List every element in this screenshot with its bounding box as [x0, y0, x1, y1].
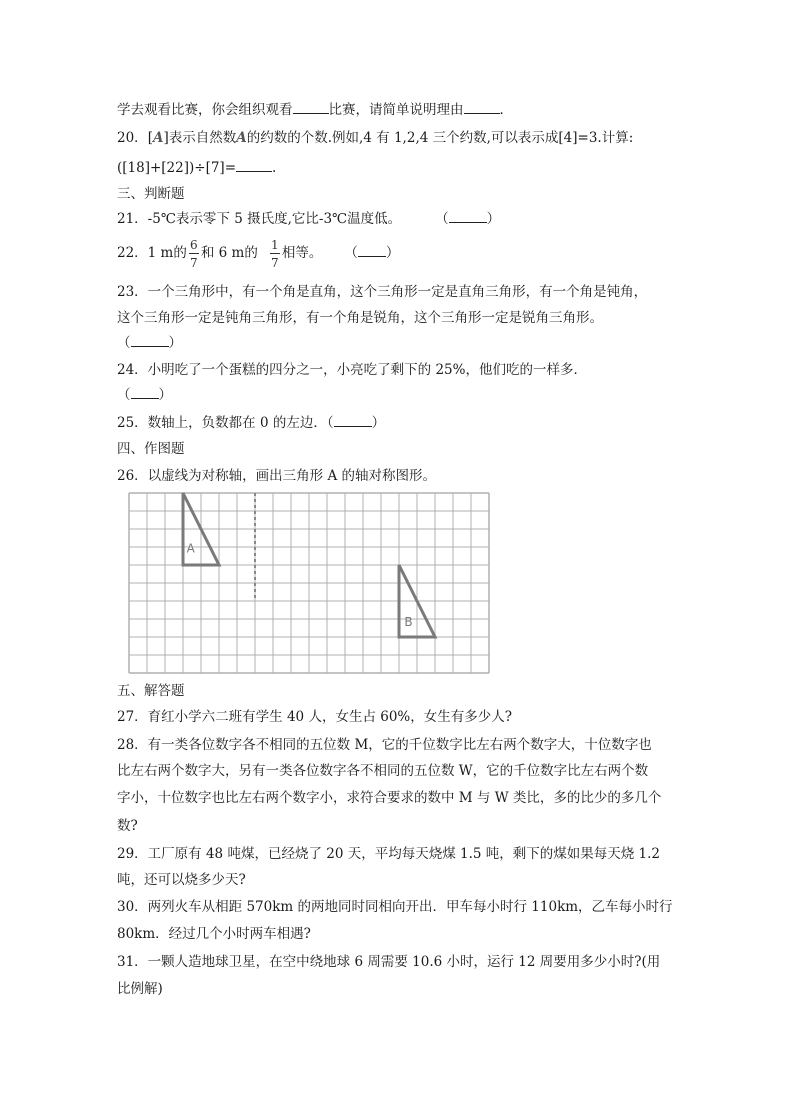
question-24: 24．小明吃了一个蛋糕的四分之一，小亮吃了剩下的 25%，他们吃的一样多．	[117, 362, 587, 378]
fraction-six-sevenths	[188, 239, 200, 269]
paren: ）	[486, 211, 501, 227]
question-28-cont: 数?	[117, 818, 138, 834]
answer-blank[interactable]	[334, 414, 372, 427]
variable-a-glyph: A	[236, 130, 247, 146]
paren: （	[326, 415, 334, 431]
answer-blank[interactable]	[449, 210, 487, 223]
question-20	[117, 129, 633, 147]
paren: （	[117, 335, 131, 351]
numerator: 6	[190, 237, 198, 252]
answer-blank[interactable]	[131, 386, 159, 399]
answer-blank[interactable]	[293, 101, 329, 114]
fraction-one-seventh	[269, 239, 281, 269]
paren: ）	[385, 245, 400, 261]
denominator: 7	[190, 255, 198, 270]
text: 学去观看比赛，你会组织观看	[117, 102, 293, 118]
question-30-cont: 80km．经过几个小时两车相遇?	[117, 926, 311, 942]
text: 的约数的个数.例如,4 有 1,2,4 三个约数,可以表示成[4]=3.计算:	[246, 130, 634, 146]
text: 和 6 m的	[200, 245, 258, 261]
text: ．	[499, 102, 513, 118]
text: ([18]+[22])÷[7]=	[117, 160, 237, 176]
answer-blank[interactable]	[236, 159, 272, 172]
text: 21．-5℃表示零下 5 摄氏度,它比-3℃温度低。	[117, 211, 402, 227]
answer-blank[interactable]	[464, 101, 500, 114]
question-21	[117, 210, 500, 228]
text-line	[117, 101, 513, 119]
question-20-expression	[117, 159, 276, 177]
text: 25．数轴上，负数都在 0 的左边．	[117, 415, 327, 431]
text: 相等。	[281, 245, 323, 261]
section-heading: 五、解答题	[117, 683, 185, 699]
question-number: 20．	[117, 130, 148, 146]
paren: （	[117, 387, 131, 403]
text: .	[272, 160, 277, 176]
question-28-cont: 字小，十位数字也比左右两个数字小，求符合要求的数中 M 与 W 类比，多的比少的多几个	[117, 790, 662, 806]
question-29: 29．工厂原有 48 吨煤，已经烧了 20 天，平均每天烧煤 1.5 吨，剩下的煤如果每天烧 1.2	[117, 846, 661, 862]
symmetry-grid-figure[interactable]	[128, 492, 490, 674]
text: 22．1 m的	[117, 245, 187, 261]
paren: （	[344, 245, 358, 261]
answer-blank[interactable]	[131, 334, 169, 347]
paren: （	[435, 211, 449, 227]
paren: ）	[168, 335, 182, 351]
variable-a-glyph: A	[152, 130, 164, 146]
question-26: 26．以虚线为对称轴，画出三角形 A 的轴对称图形。	[117, 468, 437, 484]
denominator: 7	[271, 255, 279, 270]
text: [	[147, 130, 153, 146]
question-23-cont: 这个三角形一定是钝角三角形，有一个角是锐角，这个三角形一定是锐角三角形。	[117, 310, 603, 326]
paren: ）	[158, 387, 172, 403]
question-22	[117, 238, 399, 269]
question-25	[117, 414, 385, 432]
triangle-a-label: A	[186, 541, 195, 556]
text: 比赛，请简单说明理由	[328, 102, 464, 118]
text: ]表示自然数	[163, 130, 237, 146]
question-23: 23．一个三角形中，有一个角是直角，这个三角形一定是直角三角形，有一个角是钝角，	[117, 284, 648, 300]
triangle-b-label: B	[404, 615, 413, 630]
numerator: 1	[271, 237, 279, 252]
question-29-cont: 吨，还可以烧多少天?	[117, 872, 246, 888]
section-heading: 四、作图题	[117, 441, 185, 457]
question-31-cont: 比例解)	[117, 981, 163, 997]
question-24-answer	[117, 386, 172, 404]
answer-blank[interactable]	[358, 244, 386, 257]
paren: ）	[371, 415, 386, 431]
question-28-cont: 比左右两个数字大，另有一类各位数字各不相同的五位数 W，它的千位数字比左右两个数	[117, 763, 649, 779]
question-23-answer	[117, 334, 182, 352]
section-heading: 三、判断题	[117, 186, 185, 202]
question-30: 30．两列火车从相距 570km 的两地同时同相向开出．甲车每小时行 110km，乙车每小时行	[117, 899, 673, 915]
question-31: 31．一颗人造地球卫星，在空中绕地球 6 周需要 10.6 小时，运行 12 周要用多少小时?(用	[117, 954, 661, 970]
question-27: 27．育红小学六二班有学生 40 人，女生占 60%，女生有多少人?	[117, 709, 512, 725]
question-28: 28．有一类各位数字各不相同的五位数 M，它的千位数字比左右两个数字大，十位数字也	[117, 737, 652, 753]
